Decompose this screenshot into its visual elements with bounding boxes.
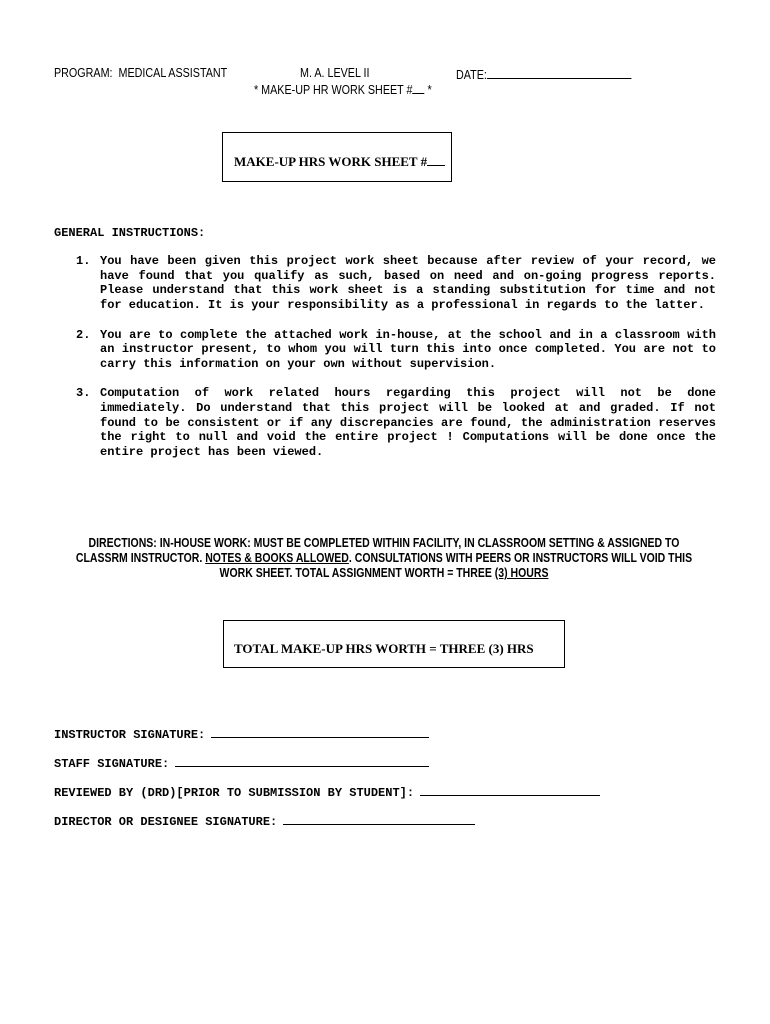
directions-block [60,536,708,581]
worksheet-number-blank[interactable] [412,81,424,94]
reviewed-signature-line[interactable] [420,784,600,796]
instruction-item: 1. You have been given this project work sheet because after review of your record, we have found that you qualify as such, based on need and on-going progress reports. Please understand that this work sheet is a standing substitution for time and not for education. It is your responsibility as a professional in regards to the latter. [76,254,716,313]
program-value: MEDICAL ASSISTANT [118,66,228,80]
assignment-hours: (3) HOURS [494,566,549,580]
director-signature-line[interactable] [283,813,475,825]
directions-part1: DIRECTIONS: IN-HOUSE WORK: MUST BE COMPLETED WITHIN FACILITY, IN CLASSROOM SETTING & ASSIGNED TO CLASSRM INSTRUCTOR. [75,536,680,565]
reviewed-signature-label: REVIEWED BY (DRD)[PRIOR TO SUBMISSION BY STUDENT]: [54,786,415,800]
instructor-signature[interactable] [54,726,429,742]
worksheet-prefix: * MAKE-UP HR WORK SHEET # [254,83,413,97]
title-number-blank[interactable] [427,154,445,166]
notes-allowed: NOTES & BOOKS ALLOWED [205,551,349,565]
instructor-signature-label: INSTRUCTOR SIGNATURE: [54,728,206,742]
worksheet-suffix: * [427,83,432,97]
title-box-text: MAKE-UP HRS WORK SHEET # [234,154,445,170]
directions-part2: . CONSULTATIONS WITH PEERS OR INSTRUCTORS WILL VOID THIS WORK SHEET. TOTAL ASSIGNMENT WORTH = THREE [219,551,693,580]
instruction-item: 2. You are to complete the attached work in-house, at the school and in a classroom with an instructor present, to whom you will turn this into once completed. You are not to carry this information on your own without supervision. [76,327,716,371]
date-field[interactable] [456,66,631,82]
staff-signature-label: STAFF SIGNATURE: [54,757,170,771]
total-box [223,620,565,668]
staff-signature[interactable] [54,755,429,771]
worksheet-subtitle [254,81,432,97]
program-line [54,66,227,80]
director-signature[interactable] [54,813,475,829]
title-box [222,132,452,182]
date-label: DATE: [456,68,487,82]
program-label: PROGRAM: [54,66,113,80]
instructor-signature-line[interactable] [211,726,429,738]
total-box-text: TOTAL MAKE-UP HRS WORTH = THREE (3) HRS [234,641,534,656]
reviewed-signature[interactable] [54,784,600,800]
director-signature-label: DIRECTOR OR DESIGNEE SIGNATURE: [54,815,278,829]
date-blank[interactable] [487,66,631,79]
staff-signature-line[interactable] [175,755,429,767]
instructions-title: GENERAL INSTRUCTIONS: [54,226,206,240]
level-label: M. A. LEVEL II [300,66,370,80]
instructions-list [54,254,716,475]
instruction-item: 3. Computation of work related hours regarding this project will not be done immediately. Do understand that this project will be looked at and graded. If not found to be consistent or if any discrepancies are found, the administration reserves the right to null and void the entire project ! Computations will be done once the entire project has been viewed. [76,386,716,460]
